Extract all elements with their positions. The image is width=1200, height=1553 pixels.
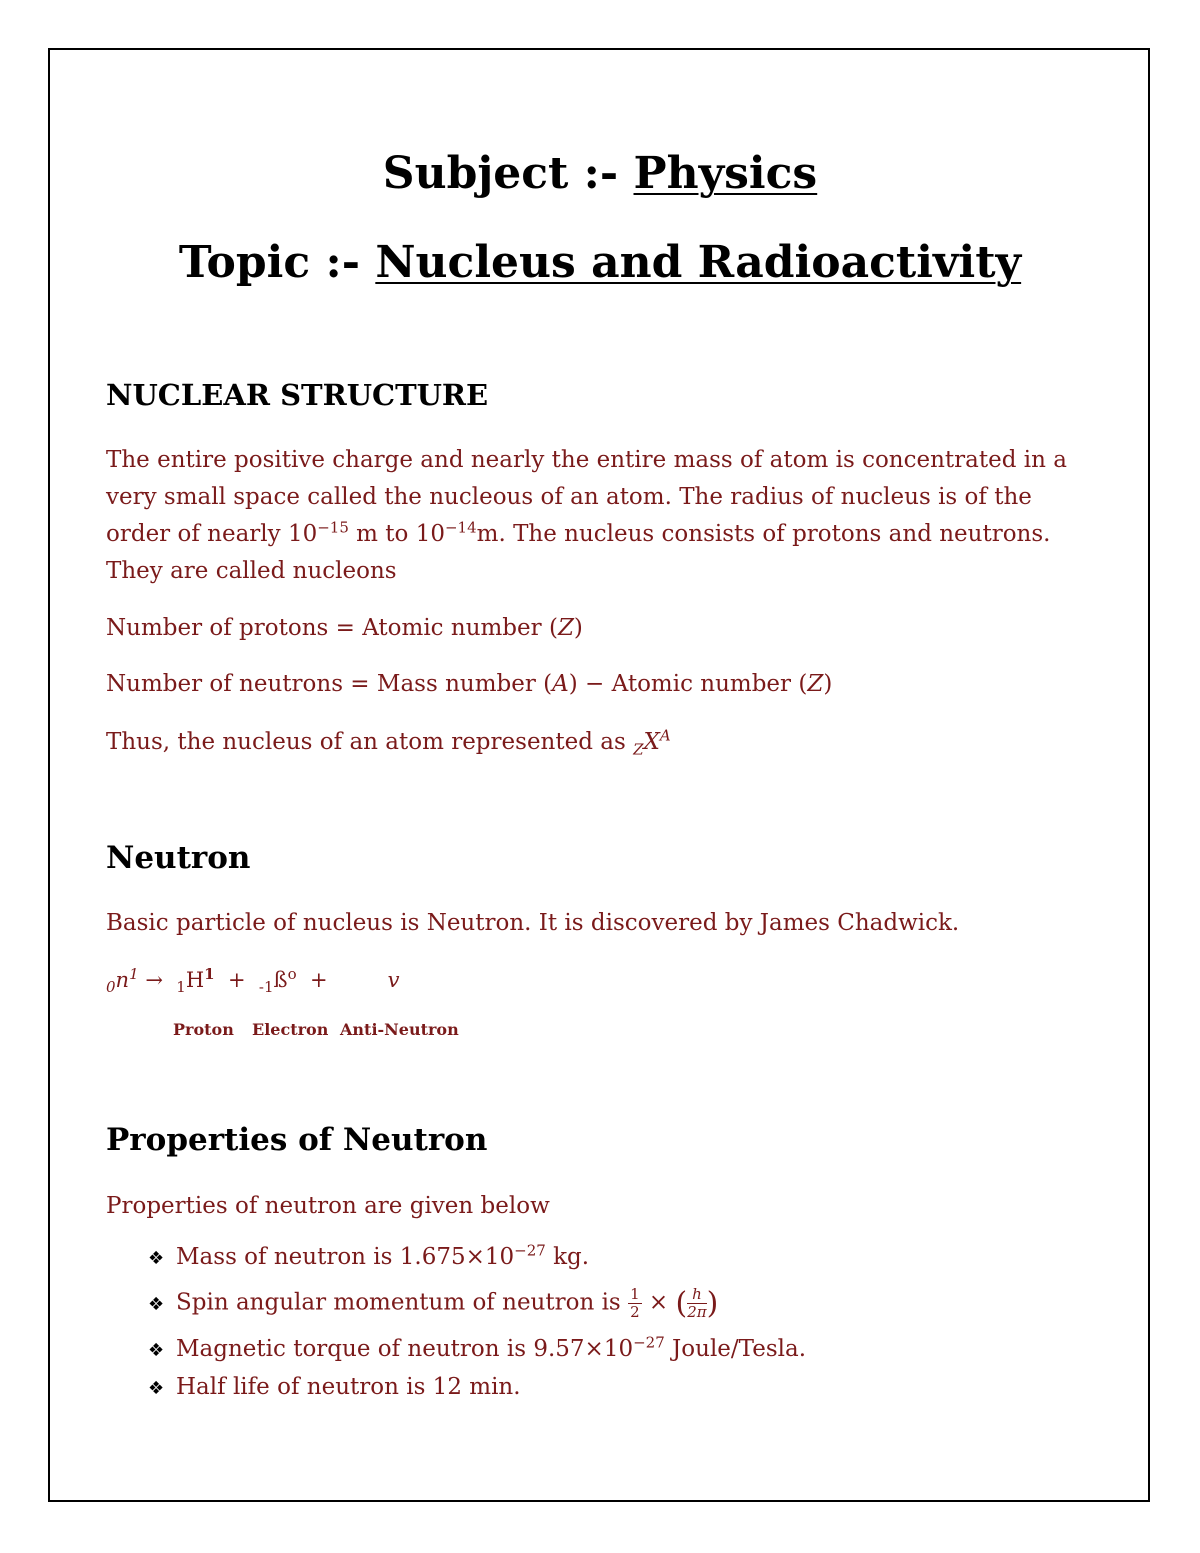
h-over-2pi xyxy=(687,1286,706,1321)
torque-exponent: −27 xyxy=(633,1333,665,1352)
mass-exponent: −27 xyxy=(514,1241,546,1260)
para-text-3: m. The nucleus consists of protons and neutrons. They are called nucleons xyxy=(106,521,1051,584)
subject-title xyxy=(0,148,1200,199)
neutron-decay-equation xyxy=(106,962,400,999)
close-paren: ) xyxy=(823,671,833,697)
h-sup: 1 xyxy=(204,965,215,983)
frac-h: h xyxy=(687,1286,706,1304)
h-base: H xyxy=(185,968,205,992)
diamond-bullet-icon: ❖ xyxy=(148,1378,165,1399)
exponent-1: −15 xyxy=(317,518,349,537)
b-sup: o xyxy=(287,965,297,983)
neutrons-text-2: ) − Atomic number ( xyxy=(568,671,808,697)
frac-2pi: 2π xyxy=(687,1303,707,1321)
list-item xyxy=(148,1374,521,1400)
properties-list xyxy=(148,1240,1048,1410)
torque-unit: Joule/Tesla. xyxy=(664,1336,807,1362)
topic-label: Topic :- xyxy=(178,237,376,288)
label-proton: Proton xyxy=(173,1020,234,1039)
topic-title xyxy=(0,237,1200,288)
label-electron: Electron xyxy=(252,1020,329,1039)
represent-text: Thus, the nucleus of an atom represented as xyxy=(106,729,634,755)
nuclear-structure-heading: NUCLEAR STRUCTURE xyxy=(106,378,489,412)
subject-value: Physics xyxy=(633,148,818,199)
half-life-text: Half life of neutron is 12 min. xyxy=(176,1374,521,1400)
para-text-1: The entire positive charge and nearly the entire mass of atom is concentrated in a very small space called the nucleous of an atom. The radius of nucleus is of the order of nearly 10 xyxy=(106,447,1067,547)
plus-2: + xyxy=(309,968,328,992)
list-item: ❖ Spin angular momentum of neutron is $\frac{1}{2}$ × ( $\frac{h}{2\pi}$ ) xyxy=(148,1285,719,1321)
subject-label: Subject :- xyxy=(382,148,634,199)
notation-sup: A xyxy=(659,726,671,745)
exponent-2: −14 xyxy=(444,518,477,537)
neutrons-text-1: Number of neutrons = Mass number ( xyxy=(106,671,553,697)
diamond-bullet-icon: ❖ xyxy=(148,1340,165,1361)
mass-text: Mass of neutron is 1.675×10 xyxy=(176,1244,515,1270)
nucleus-notation xyxy=(633,726,671,759)
topic-value: Nucleus and Radioactivity xyxy=(375,237,1022,288)
n-pre-sub: 0 xyxy=(106,978,116,997)
label-anti-neutron: Anti-Neutron xyxy=(340,1020,459,1039)
diamond-bullet-icon: ❖ xyxy=(148,1293,165,1315)
z-symbol: Z xyxy=(807,671,824,697)
spin-text: Spin angular momentum of neutron is xyxy=(176,1289,621,1316)
list-item xyxy=(148,1241,590,1270)
torque-text: Magnetic torque of neutron is 9.57×10 xyxy=(176,1336,634,1362)
neutron-heading: Neutron xyxy=(106,840,251,876)
z-symbol: Z xyxy=(557,615,574,641)
properties-heading: Properties of Neutron xyxy=(106,1122,488,1158)
times-sign: × xyxy=(648,1289,669,1316)
plus-1: + xyxy=(227,968,246,992)
neutrons-equation xyxy=(106,666,832,703)
properties-intro: Properties of neutron are given below xyxy=(106,1193,550,1219)
nu-symbol: v xyxy=(387,968,400,992)
b-pre-sub: -1 xyxy=(258,978,274,997)
arrow: → xyxy=(145,968,163,992)
frac-num: 1 xyxy=(630,1285,640,1303)
notation-base: X xyxy=(643,729,660,755)
close-paren: ) xyxy=(573,615,583,641)
list-item xyxy=(148,1333,807,1362)
frac-den: 2 xyxy=(630,1303,640,1321)
protons-text: Number of protons = Atomic number ( xyxy=(106,615,558,641)
para-text-2: m to 10 xyxy=(348,521,445,547)
protons-equation xyxy=(106,610,583,647)
notation-sub: Z xyxy=(633,740,644,759)
half-fraction xyxy=(628,1286,642,1321)
n-base: n xyxy=(115,968,130,992)
mass-unit: kg. xyxy=(545,1244,590,1270)
nucleus-notation-line xyxy=(106,724,671,761)
diamond-bullet-icon: ❖ xyxy=(148,1248,165,1269)
b-base: ß xyxy=(273,968,288,992)
a-symbol: A xyxy=(552,671,569,697)
n-sup: 1 xyxy=(129,965,139,983)
nuclear-structure-paragraph xyxy=(106,442,1096,590)
neutron-description: Basic particle of nucleus is Neutron. It is discovered by James Chadwick. xyxy=(106,910,960,936)
h-pre-sub: 1 xyxy=(176,978,186,997)
